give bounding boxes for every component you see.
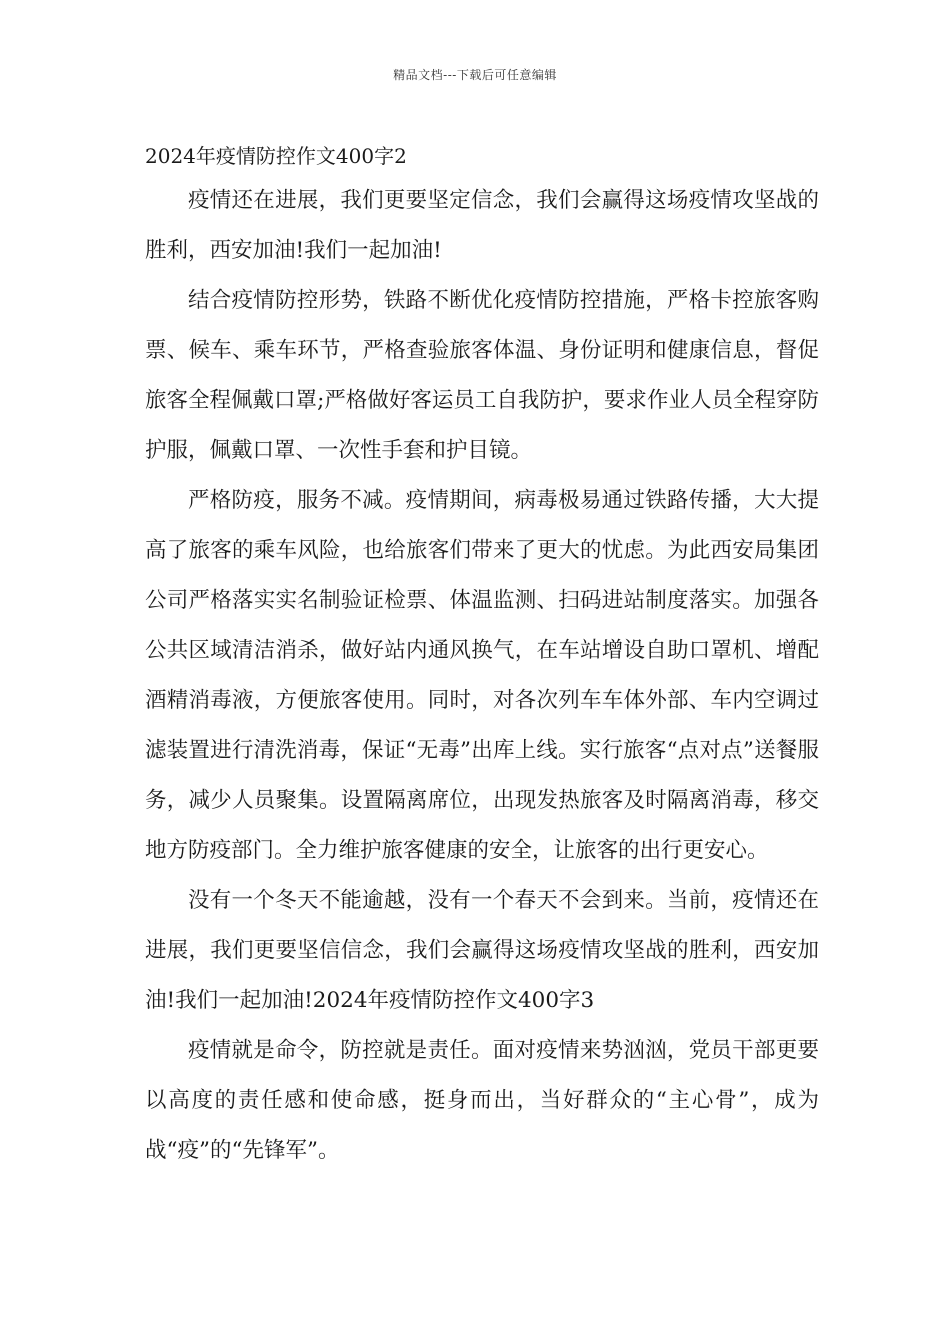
paragraph: 结合疫情防控形势，铁路不断优化疫情防控措施，严格卡控旅客购票、候车、乘车环节，严格查验旅客体温、身份证明和健康信息，督促旅客全程佩戴口罩;严格做好客运员工自我防护，要求作业人员全程穿防护服，佩戴口罩、一次性手套和护目镜。: [145, 288, 819, 463]
paragraph: 疫情就是命令，防控就是责任。面对疫情来势汹汹，党员干部更要以高度的责任感和使命感，挺身而出，当好群众的“主心骨”，成为战“疫”的“先锋军”。: [145, 1038, 819, 1163]
paragraph: 没有一个冬天不能逾越，没有一个春天不会到来。当前，疫情还在进展，我们更要坚信信念，我们会赢得这场疫情攻坚战的胜利，西安加油!我们一起加油!2024年疫情防控作文400字3: [145, 888, 819, 1013]
page-header: 精品文档---下载后可任意编辑: [393, 68, 557, 82]
paragraph: 严格防疫，服务不减。疫情期间，病毒极易通过铁路传播，大大提高了旅客的乘车风险，也给旅客们带来了更大的忧虑。为此西安局集团公司严格落实实名制验证检票、体温监测、扫码进站制度落实。加强各公共区域清洁消杀，做好站内通风换气，在车站增设自助口罩机、增配酒精消毒液，方便旅客使用。同时，对各次列车车体外部、车内空调过滤装置进行清洗消毒，保证“无毒”出库上线。实行旅客“点对点”送餐服务，减少人员聚集。设置隔离席位，出现发热旅客及时隔离消毒，移交地方防疫部门。全力维护旅客健康的安全，让旅客的出行更安心。: [145, 488, 819, 863]
paragraph: 疫情还在进展，我们更要坚定信念，我们会赢得这场疫情攻坚战的胜利，西安加油!我们一起加油!: [145, 188, 819, 263]
document-title: 2024年疫情防控作文400字2: [145, 144, 407, 168]
document-body: [145, 176, 819, 1176]
